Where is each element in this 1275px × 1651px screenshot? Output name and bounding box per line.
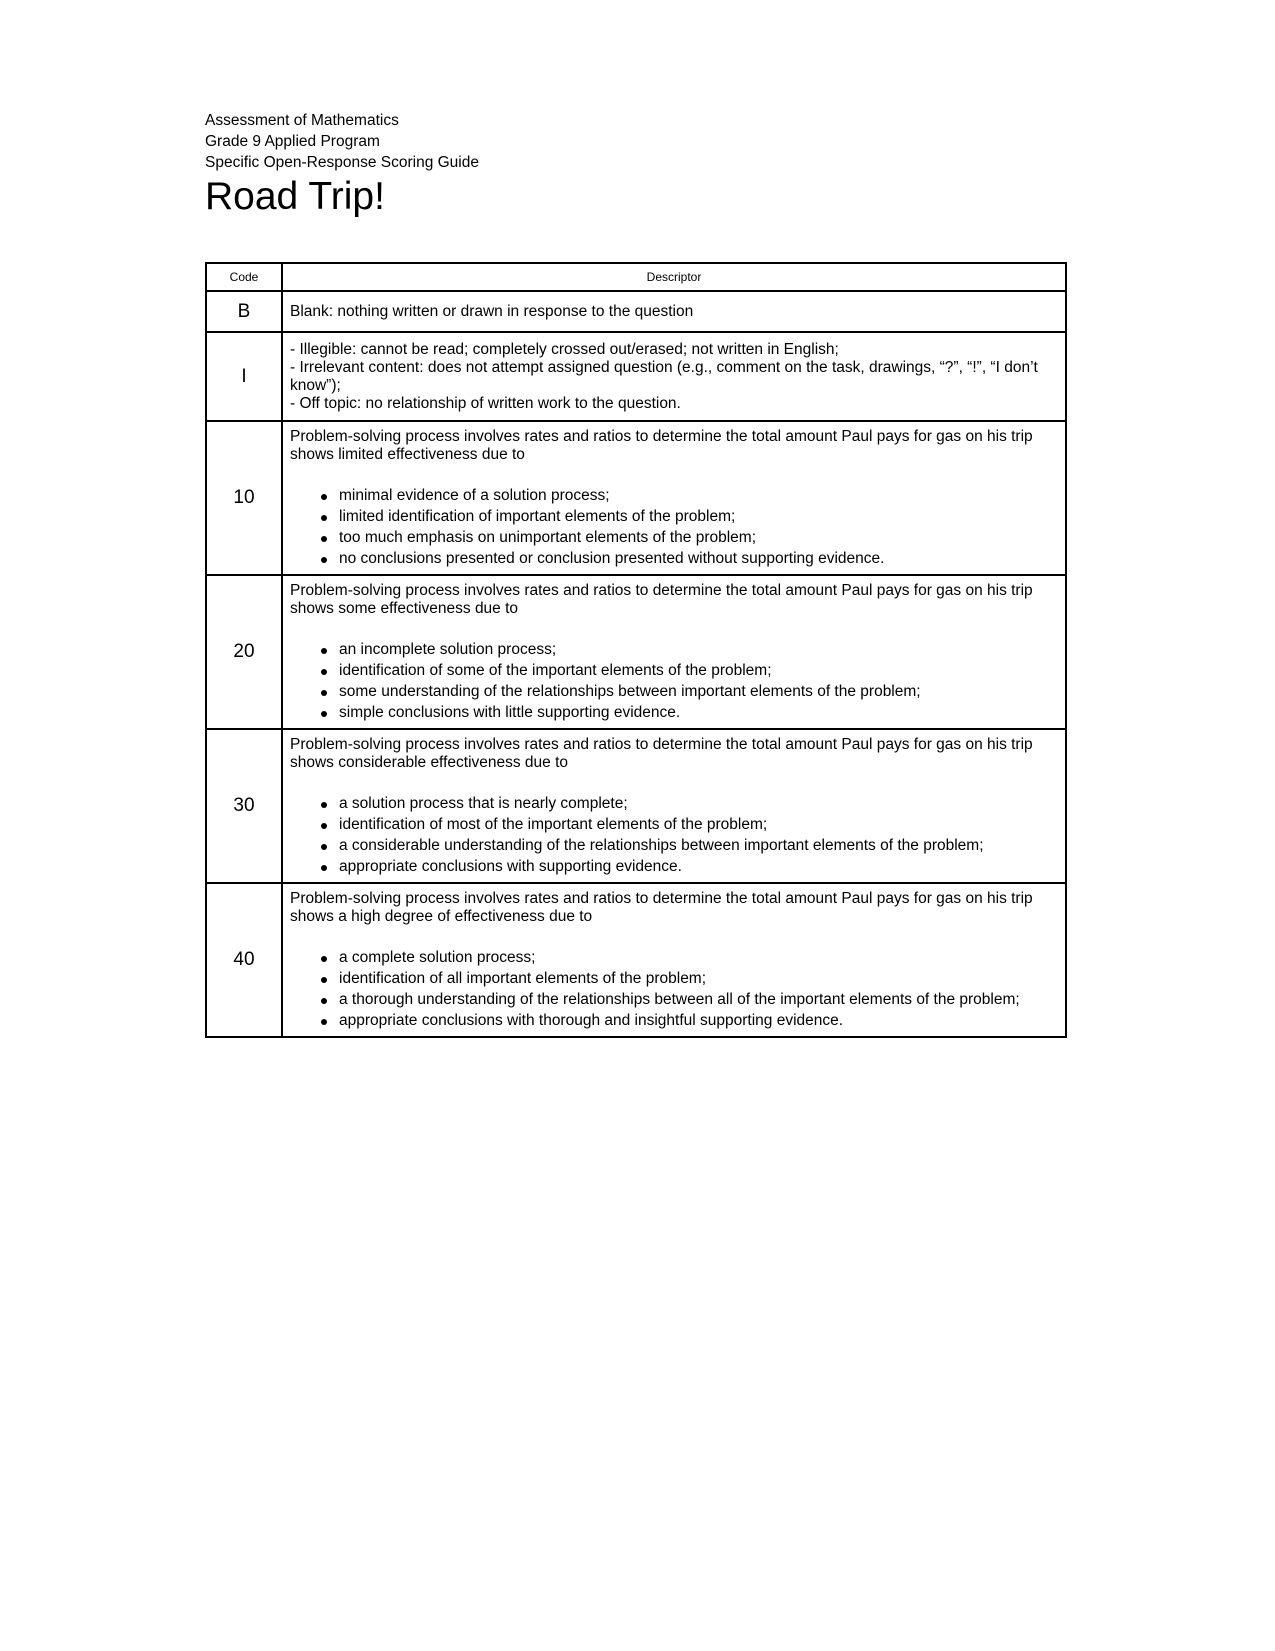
bullet-icon	[321, 648, 327, 654]
list-item	[321, 529, 1057, 547]
criterion-text: identification of most of the important elements of the problem;	[339, 816, 768, 833]
bullet-icon	[321, 557, 327, 563]
descriptor-lead: Problem-solving process involves rates and ratios to determine the total amount Paul pays for gas on his trip shows some effectiveness due to	[290, 582, 1033, 617]
criterion-text: a thorough understanding of the relationships between all of the important elements of the problem;	[339, 991, 1020, 1008]
criteria-list	[290, 641, 1057, 722]
scoring-rubric-table	[205, 262, 1067, 1038]
list-item	[321, 683, 1057, 701]
row-code: 40	[206, 883, 282, 1037]
bullet-icon	[321, 494, 327, 500]
descriptor-lead: Problem-solving process involves rates and ratios to determine the total amount Paul pays for gas on his trip shows a high degree of effectiveness due to	[290, 890, 1033, 925]
table-row	[206, 575, 1066, 729]
criterion-text: a considerable understanding of the relationships between important elements of the problem;	[339, 837, 984, 854]
bullet-icon	[321, 956, 327, 962]
bullet-icon	[321, 865, 327, 871]
table-header-row	[206, 263, 1066, 291]
list-item	[321, 662, 1057, 680]
list-item	[321, 816, 1057, 834]
descriptor-line: - Illegible: cannot be read; completely crossed out/erased; not written in English;	[290, 341, 839, 358]
bullet-icon	[321, 844, 327, 850]
criterion-text: an incomplete solution process;	[339, 641, 557, 658]
header-assessment: Assessment of Mathematics	[205, 112, 399, 129]
criteria-list	[290, 795, 1057, 876]
document-header	[205, 110, 1065, 219]
list-item	[321, 949, 1057, 967]
table-row	[206, 729, 1066, 883]
list-item	[321, 837, 1057, 855]
row-code: 10	[206, 421, 282, 575]
table-row	[206, 883, 1066, 1037]
list-item	[321, 550, 1057, 568]
list-item	[321, 1012, 1057, 1030]
criterion-text: a solution process that is nearly complete;	[339, 795, 628, 812]
descriptor-lead: Problem-solving process involves rates and ratios to determine the total amount Paul pays for gas on his trip shows considerable effectiveness due to	[290, 736, 1033, 771]
row-descriptor	[282, 729, 1066, 883]
criteria-list	[290, 487, 1057, 568]
bullet-icon	[321, 536, 327, 542]
row-code: I	[206, 332, 282, 421]
table-row	[206, 332, 1066, 421]
bullet-icon	[321, 690, 327, 696]
criterion-text: simple conclusions with little supporting evidence.	[339, 704, 681, 721]
bullet-icon	[321, 998, 327, 1004]
criterion-text: minimal evidence of a solution process;	[339, 487, 610, 504]
criterion-text: identification of some of the important elements of the problem;	[339, 662, 772, 679]
criterion-text: appropriate conclusions with thorough and insightful supporting evidence.	[339, 1012, 844, 1029]
bullet-icon	[321, 669, 327, 675]
header-grade-program: Grade 9 Applied Program	[205, 133, 380, 150]
descriptor-lead: Problem-solving process involves rates and ratios to determine the total amount Paul pays for gas on his trip shows limited effectiveness due to	[290, 428, 1033, 463]
bullet-icon	[321, 802, 327, 808]
header-guide-type: Specific Open-Response Scoring Guide	[205, 154, 479, 171]
list-item	[321, 991, 1057, 1009]
criterion-text: limited identification of important elements of the problem;	[339, 508, 736, 525]
list-item	[321, 795, 1057, 813]
list-item	[321, 858, 1057, 876]
criterion-text: identification of all important elements of the problem;	[339, 970, 707, 987]
criterion-text: some understanding of the relationships between important elements of the problem;	[339, 683, 921, 700]
descriptor-line: - Off topic: no relationship of written work to the question.	[290, 395, 681, 412]
bullet-icon	[321, 977, 327, 983]
row-descriptor	[282, 332, 1066, 421]
row-descriptor	[282, 421, 1066, 575]
criteria-list	[290, 949, 1057, 1030]
page-title: Road Trip!	[205, 175, 385, 218]
row-code: 20	[206, 575, 282, 729]
row-code: B	[206, 291, 282, 332]
list-item	[321, 487, 1057, 505]
bullet-icon	[321, 823, 327, 829]
list-item	[321, 508, 1057, 526]
row-descriptor: Blank: nothing written or drawn in response to the question	[282, 291, 1066, 332]
bullet-icon	[321, 515, 327, 521]
criterion-text: too much emphasis on unimportant elements of the problem;	[339, 529, 757, 546]
column-header-code: Code	[206, 263, 282, 291]
descriptor-line: - Irrelevant content: does not attempt assigned question (e.g., comment on the task, drawings, “?”, “!”, “I don’t know”);	[290, 359, 1038, 394]
criterion-text: appropriate conclusions with supporting evidence.	[339, 858, 682, 875]
list-item	[321, 704, 1057, 722]
list-item	[321, 641, 1057, 659]
row-descriptor	[282, 575, 1066, 729]
bullet-icon	[321, 1019, 327, 1025]
row-code: 30	[206, 729, 282, 883]
bullet-icon	[321, 711, 327, 717]
row-descriptor	[282, 883, 1066, 1037]
criterion-text: no conclusions presented or conclusion presented without supporting evidence.	[339, 550, 885, 567]
list-item	[321, 970, 1057, 988]
table-row	[206, 421, 1066, 575]
criterion-text: a complete solution process;	[339, 949, 536, 966]
table-row	[206, 291, 1066, 332]
column-header-descriptor: Descriptor	[282, 263, 1066, 291]
